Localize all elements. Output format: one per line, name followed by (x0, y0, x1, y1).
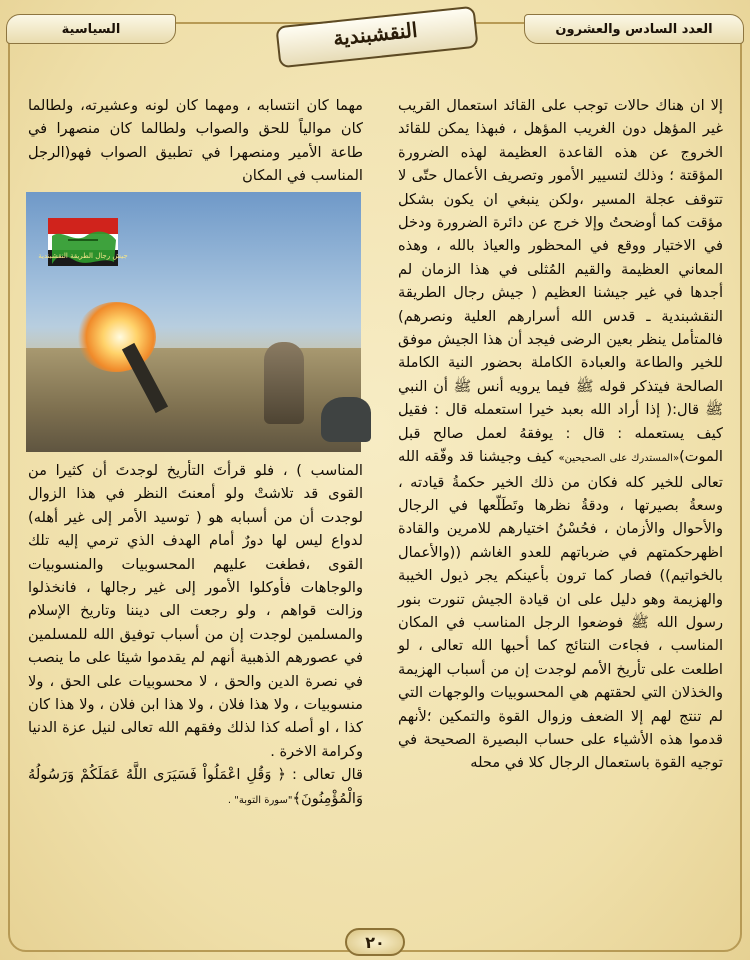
section-ribbon (6, 14, 176, 44)
right-column (398, 94, 723, 775)
page-number (345, 928, 405, 956)
left-column-bottom (28, 459, 363, 812)
right-text-part-2: كيف وجيشنا قد وفّقه الله تعالى للخير كله فكان من ذلك الخير حكمةُ قيادته ، وسعةُ بصيرتها ، ودقةُ نظرها وتَطَلّعها في الرجال والأحوال والأزمان ، فحُسْنُ اختيارهم للامرين والقادة اظهرحكمتهم في ضرباتهم للعدو الغاشم ((والأعمال بالخواتيم)) فصار كما ترون بأعينكم يجر ذيول الخيبة والهزيمة وهو دليل على ان قيادة الجيش تنورت بنور رسول الله ﷺ فوضعوا الرجل المناسب في المكان المناسب ، فجاءت النتائج كما أحبها الله تعالى ، لو اطلعت على تأريخ الأمم لوجدت إن من أسباب الهزيمة والخذلان التي لحقتهم هي المحسوبيات والوجهات التي لم تنتج لهم إلا الضعف وزوال القوة والتمكين ؛لأنهم قدموا هذه الأشياء على حساب البصيرة الصحيحة في توجيه القوة باستعمال الرجال كلا في محله (398, 448, 723, 772)
right-text-part-1: إلا ان هناك حالات توجب على القائد استعمال القريب غير المؤهل دون الغريب المؤهل ، فبهذا يمكن للقائد الخروج عن هذه القاعدة العظيمة لهذه الضرورة المؤقتة ؛ وذلك لتسيير الأمور وتصريف الأعمال حتّى لا تتوقف عجلة المسير ،ولكن ينبغي ان يكون بشكل مؤقت كما أوضحتُ وإلا خرج عن دائرة الضرورة ودخل في الاختيار ووقع في المحظور والعياذ بالله ، وهذه المعاني العظيمة والقيم المُثلى في هذا الزمان لم أجدها في غير جيشنا العظيم ( جيش رجال الطريقة النقشبندية ـ قدس الله أسرارهم العلية ونصرهم) فالمتأمل ينظر بعين الرضى فيجد أن هذا الجيش موفق للخير والطاعة والعبادة الكاملة بحضور النية الكاملة الصالحة فيتذكر قوله ﷺ فيما يرويه أنس ﷺ أن النبي ﷺ قال:( إذا أراد الله بعبد خيرا استعمله قال : فقيل كيف يستعمله : قال : يوفقهُ لعمل صالح قبل الموت) (398, 97, 723, 466)
verse-source: "سورة التوبة" . (227, 794, 293, 806)
army-logo-icon (38, 214, 128, 272)
logo-text: جيش رجال الطريقة النقشبندية (38, 252, 128, 260)
left-column-top (28, 94, 363, 188)
article-photo (26, 192, 361, 452)
left-top-text: مهما كان انتسابه ، ومهما كان لونه وعشيرته، ولطالما كان موالياً للحق والصواب ولطالما كان منصهرا في طاعة الأمير ومنصهرا في تطبيق الصواب فهو(الرجل المناسب في المكان (28, 97, 363, 185)
verse-intro: قال تعالى : (285, 766, 363, 784)
soldier-figure (264, 342, 304, 424)
right-column-body (398, 94, 723, 775)
rock (321, 397, 371, 442)
hadith-citation: «المستدرك على الصحيحين» (558, 453, 680, 465)
issue-ribbon (524, 14, 744, 44)
title-banner (265, 4, 485, 64)
page-number-label: ٢٠ (365, 932, 385, 952)
article-title: النقشبندية (331, 17, 419, 51)
quran-verse-block (28, 763, 363, 812)
section-label: السياسية (61, 21, 121, 37)
issue-label: العدد السادس والعشرون (555, 21, 713, 37)
quran-verse: ﴿ وَقُلِ اعْمَلُواْ فَسَيَرَى اللَّهُ عَمَلَكُمْ وَرَسُولُهُ وَالْمُؤْمِنُونَ﴾ (28, 766, 363, 807)
left-bottom-text: المناسب ) ، فلو قرأتَ التأريخ لوجدتَ أن كثيرا من القوى قد تلاشتْ ولو أمعنتَ النظر في هذا الزوال لوجدت أن من أسبابه هو ( توسيد الأمر إلى غير أهله) لدواع ليس لها دورٌ أمام الهدف الذي ترمي إليه تلك القوى ،فطغت عليهم المحسوبيات والمنسوبيات والوجاهات فأوكلوا الأمور إلى غير رجالها ، فانخذلوا وزالت قواهم ، ولو رجعت الى ديننا وتاريخ الإسلام والمسلمين لوجدت إن من أسباب توفيق الله للمسلمين في عصورهم الذهبية أنهم لم يقدموا شيئا على ما ينصب في نصرة الدين والحق ، لا محسوبيات على الحق ، ولا منسوبيات ، ولا هذا فلان ، ولا هذا ابن فلان ، ولا هذا كان كذا ، او أصله كذا لذلك وفقهم الله تعالى لنيل عزة الدنيا وكرامة الاخرة . (28, 462, 363, 760)
photo-ground (26, 348, 361, 452)
